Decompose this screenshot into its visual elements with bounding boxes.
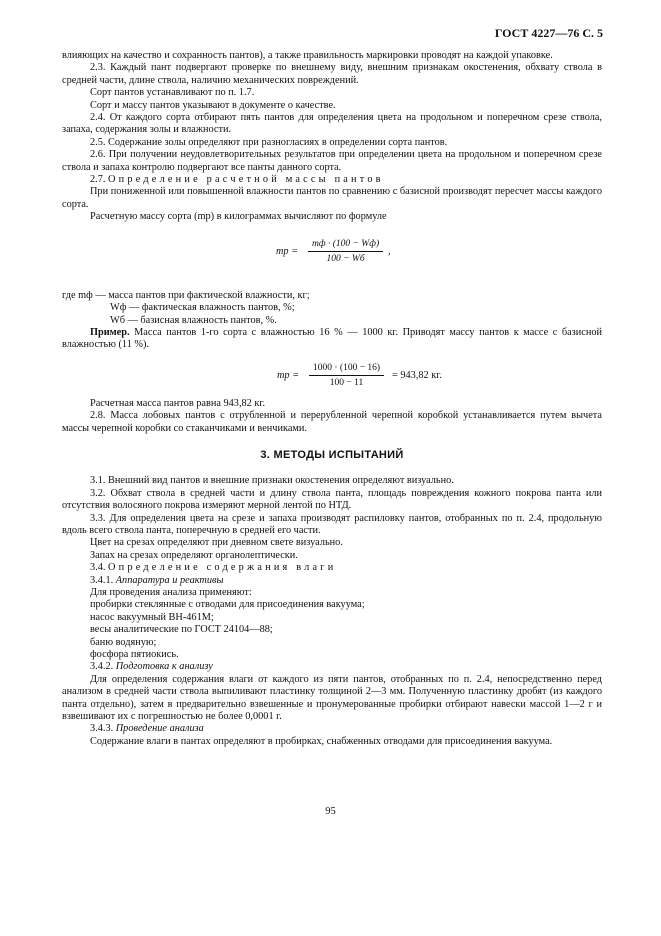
paragraph: Содержание влаги в пантах определяют в пробирках, снабженных отводами для присоединения вакуума.	[90, 735, 553, 747]
list-item: весы аналитические по ГОСТ 24104—88;	[90, 624, 273, 636]
example-label: Пример.	[90, 326, 130, 338]
paragraph: Для определения содержания влаги от каждого из пяти пантов, отобранных по п. 2.4, непосредственно перед анализом в средней части ствола выпиливают пластинку толщиной 2—3 мм. Полученную пластинку дробят (из каждого панта отдельно), затем в предварительно взвешенные и пронумерованные пробирки отбирают навески массой 1—2 г и взвешивают их с погрешностью не более 0,0001 г.	[62, 673, 602, 723]
paragraph-2-7-heading	[62, 174, 602, 186]
list-item: баню водяную;	[90, 636, 157, 648]
formula-tail: = 943,82 кг.	[392, 369, 442, 381]
paragraph: Цвет на срезах определяют при дневном свете визуально.	[90, 537, 343, 549]
example-paragraph	[62, 327, 602, 352]
paragraph: При пониженной или повышенной влажности пантов по сравнению с базисной производят пересчет массы каждого сорта.	[62, 186, 602, 210]
legend-line: где mф — масса пантов при фактической влажности, кг;	[62, 289, 310, 301]
clause-title: Аппаратура и реактивы	[115, 574, 224, 586]
formula-fraction	[309, 362, 384, 390]
paragraph-3-4-3-heading	[62, 723, 602, 735]
paragraph-2-6: 2.6. При получении неудовлетворительных результатов при определении цвета на продольном и поперечном срезе ствола и запаха контролю подвергают все панты данного сорта.	[62, 149, 602, 173]
list-item: фосфора пятиокись.	[90, 649, 179, 661]
clause-number: 3.4.1.	[90, 574, 114, 586]
paragraph-3-1: 3.1. Внешний вид пантов и внешние признаки окостенения определяют визуально.	[90, 475, 454, 487]
formula-tail: ,	[388, 245, 391, 257]
clause-title: Подготовка к анализу	[115, 661, 213, 673]
clause-number: 2.7.	[90, 174, 106, 186]
legend-line: Wб — базисная влажность пантов, %.	[110, 314, 277, 326]
paragraph-3-2: 3.2. Обхват ствола в средней части и длину ствола панта, площадь повреждения кожного покрова панта или отсутствия волосяного покрова измеряют мерной лентой по НТД.	[62, 487, 602, 512]
paragraph: Запах на срезах определяют органолептически.	[90, 549, 298, 561]
paragraph-3-4-heading	[62, 562, 602, 574]
list-item: насос вакуумный ВН-461М;	[90, 611, 214, 623]
paragraph-3-3: 3.3. Для определения цвета на срезе и запаха производят распиловку пантов, отобранных по п. 2.4, продольную вдоль всего ствола панта, поперечную в средней его части.	[62, 512, 602, 536]
formula-denominator: 100 − Wб	[326, 254, 365, 265]
formula-1	[62, 230, 602, 280]
legend-line: Wф — фактическая влажность пантов, %;	[110, 302, 295, 314]
paragraph-3-4-1-heading	[62, 575, 602, 587]
document-body	[62, 50, 602, 748]
clause-number: 3.4.	[90, 562, 106, 574]
paragraph: Для проведения анализа применяют:	[90, 587, 252, 598]
clause-title: Определение содержания влаги	[108, 562, 337, 574]
example-text: Масса пантов 1-го сорта с влажностью 16 % — 1000 кг. Приводят массу пантов к массе с базисной влажностью (11 %).	[62, 326, 602, 351]
paragraph: Сорт пантов устанавливают по п. 1.7.	[90, 87, 255, 99]
list-item: пробирки стеклянные с отводами для присоединения вакуума;	[90, 599, 365, 611]
clause-number: 3.4.3.	[90, 723, 114, 735]
paragraph-2-5: 2.5. Содержание золы определяют при разногласиях в определении сорта пантов.	[90, 136, 448, 148]
clause-title: Определение расчетной массы пантов	[108, 174, 384, 186]
paragraph-2-3: 2.3. Каждый пант подвергают проверке по внешнему виду, внешним признакам окостенения, обхвату ствола в средней части, длине ствола, наличию механических повреждений.	[62, 62, 602, 86]
paragraph-2-4: 2.4. От каждого сорта отбирают пять пантов для определения цвета на продольном и поперечном срезе ствола, запаха, содержания золы и влажности.	[62, 112, 602, 136]
clause-title: Проведение анализа	[115, 723, 204, 735]
page-header: ГОСТ 4227—76 С. 5	[494, 26, 603, 40]
section-heading: 3. МЕТОДЫ ИСПЫТАНИЙ	[260, 448, 404, 461]
paragraph: Расчетную массу сорта (mр) в килограммах вычисляют по формуле	[90, 211, 387, 223]
formula-2	[62, 358, 602, 392]
paragraph-3-4-2-heading	[62, 661, 602, 673]
formula-lhs: mр =	[277, 369, 300, 381]
paragraph: влияющих на качество и сохранность пантов), а также правильность маркировки проводят на каждой упаковке.	[62, 50, 553, 61]
formula-numerator: 1000 · (100 − 16)	[309, 362, 384, 376]
formula-numerator: mф · (100 − Wф)	[308, 238, 383, 252]
clause-number: 3.4.2.	[90, 661, 114, 673]
formula-lhs: mр =	[276, 245, 299, 257]
formula-denominator: 100 − 11	[329, 378, 364, 389]
paragraph: Сорт и массу пантов указывают в документе о качестве.	[90, 99, 336, 111]
formula-fraction	[308, 238, 383, 266]
page-number: 95	[325, 806, 336, 817]
formula-legend	[62, 290, 602, 327]
paragraph-2-8: 2.8. Масса лобовых пантов с отрубленной и перерубленной черепной коробкой устанавливается путем вычета массы черепной коробки со стаканчиками и венчиками.	[62, 410, 602, 434]
paragraph: Расчетная масса пантов равна 943,82 кг.	[90, 397, 266, 409]
